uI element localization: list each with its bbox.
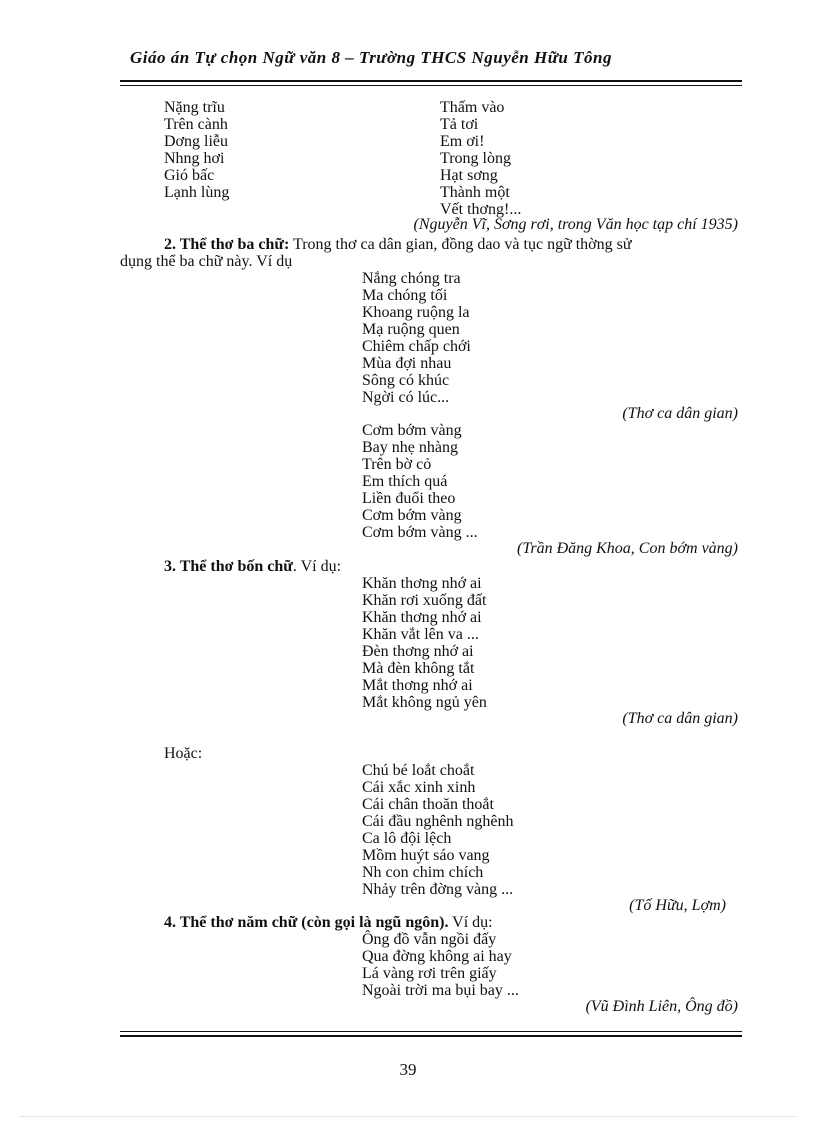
verse-line: Ngời có lúc... [362, 389, 450, 406]
verse-line: Nh con chim chích [362, 864, 484, 881]
section3-citation-b: (Tố Hữu, Lợm) [629, 897, 726, 914]
verse-line: Dơng liễu [164, 133, 229, 150]
verse-line: Cơm bớm vàng [362, 422, 462, 439]
footer-rule-thin [120, 1031, 742, 1032]
verse-line: Mà đèn không tắt [362, 660, 475, 677]
verse-line: Em thích quá [362, 473, 448, 490]
section3-heading-line [164, 558, 341, 575]
verse-line: Thành một [440, 184, 510, 201]
verse-line: Mùa đợi nhau [362, 355, 452, 372]
section2-poem-a [362, 270, 471, 406]
verse-line: Cơm bớm vàng [362, 507, 462, 524]
verse-line: Chiêm chấp chới [362, 338, 471, 355]
verse-line: Mắt không ngủ yên [362, 694, 487, 711]
section4-heading-line [164, 914, 493, 931]
section4-poem [362, 931, 519, 999]
verse-line: Bay nhẹ nhàng [362, 439, 458, 456]
page-header-title: Giáo án Tự chọn Ngữ văn 8 – Trường THCS Nguyễn Hữu Tông [130, 48, 612, 67]
poem1-left-column [164, 99, 229, 201]
verse-line: Trên cành [164, 116, 228, 133]
verse-line: Lạnh lùng [164, 184, 230, 201]
page-number: 39 [399, 1060, 417, 1079]
verse-line: Em ơi! [440, 133, 485, 150]
section2-citation-b: (Trần Đăng Khoa, Con bớm vàng) [517, 540, 738, 557]
verse-line: Thấm vào [440, 99, 505, 116]
verse-line: Nhảy trên đờng vàng ... [362, 881, 514, 898]
verse-line: Mồm huýt sáo vang [362, 847, 490, 864]
verse-line: Vết thơng!... [440, 201, 522, 218]
section4-suffix: Ví dụ: [448, 914, 493, 931]
verse-line: Hạt sơng [440, 167, 498, 184]
verse-line: Liền đuổi theo [362, 490, 456, 507]
verse-line: Khăn rơi xuống đất [362, 592, 487, 609]
verse-line: Ca lô đội lệch [362, 830, 452, 847]
section2-poem-b [362, 422, 478, 541]
section3-heading: 3. Thể thơ bốn chữ [164, 558, 293, 575]
poem1-citation: (Nguyễn Vĩ, Sơng rơi, trong Văn học tạp chí 1935) [413, 216, 738, 233]
verse-line: Chú bé loắt choắt [362, 762, 475, 779]
section2-citation-a: (Thơ ca dân gian) [622, 405, 738, 422]
verse-line: Đèn thơng nhớ ai [362, 643, 474, 660]
verse-line: Lá vàng rơi trên giấy [362, 965, 497, 982]
section2-heading: 2. Thể thơ ba chữ: [164, 236, 290, 253]
verse-line: Nắng chóng tra [362, 270, 461, 287]
verse-line: Mắt thơng nhớ ai [362, 677, 473, 694]
verse-line: Ma chóng tối [362, 287, 448, 304]
section4-citation: (Vũ Đình Liên, Ông đồ) [585, 998, 738, 1015]
verse-line: Trong lòng [440, 150, 511, 167]
section3-suffix: . Ví dụ: [292, 558, 342, 575]
section3-poem-a [362, 575, 487, 711]
page-bottom-dotted-edge [20, 1116, 796, 1117]
section2-intro-line1: Trong thơ ca dân gian, đồng dao và tục ngữ thờng sử [293, 236, 632, 253]
poem1-right-column [440, 99, 521, 218]
verse-line: Nhng hơi [164, 150, 225, 167]
section4-heading: 4. Thể thơ năm chữ (còn gọi là ngũ ngôn). [164, 914, 449, 931]
verse-line: Cơm bớm vàng ... [362, 524, 478, 541]
section2-heading-line [164, 236, 632, 253]
verse-line: Ngoài trời ma bụi bay ... [362, 982, 519, 999]
header-rule [120, 80, 742, 82]
verse-line: Sông có khúc [362, 372, 450, 389]
section3-citation-a: (Thơ ca dân gian) [622, 710, 738, 727]
section2-intro-line2: dụng thể ba chữ này. Ví dụ [120, 253, 293, 270]
verse-line: Tả tơi [440, 116, 479, 133]
verse-line: Cái chân thoăn thoắt [362, 796, 494, 813]
verse-line: Khoang ruộng la [362, 304, 470, 321]
footer-rule [120, 1035, 742, 1037]
verse-line: Cái xắc xinh xinh [362, 779, 476, 796]
verse-line: Trên bờ cỏ [362, 456, 432, 473]
section3-poem-b [362, 762, 514, 898]
header-rule-thin [120, 85, 742, 86]
verse-line: Cái đầu nghênh nghênh [362, 813, 514, 830]
verse-line: Ông đồ vẫn ngồi đấy [362, 931, 497, 948]
verse-line: Nặng trĩu [164, 99, 225, 116]
verse-line: Mạ ruộng quen [362, 321, 460, 338]
verse-line: Khăn vắt lên va ... [362, 626, 479, 643]
verse-line: Khăn thơng nhớ ai [362, 609, 482, 626]
section3-or-label: Hoặc: [164, 745, 203, 762]
verse-line: Qua đờng không ai hay [362, 948, 512, 965]
verse-line: Gió bấc [164, 167, 215, 184]
verse-line: Khăn thơng nhớ ai [362, 575, 482, 592]
